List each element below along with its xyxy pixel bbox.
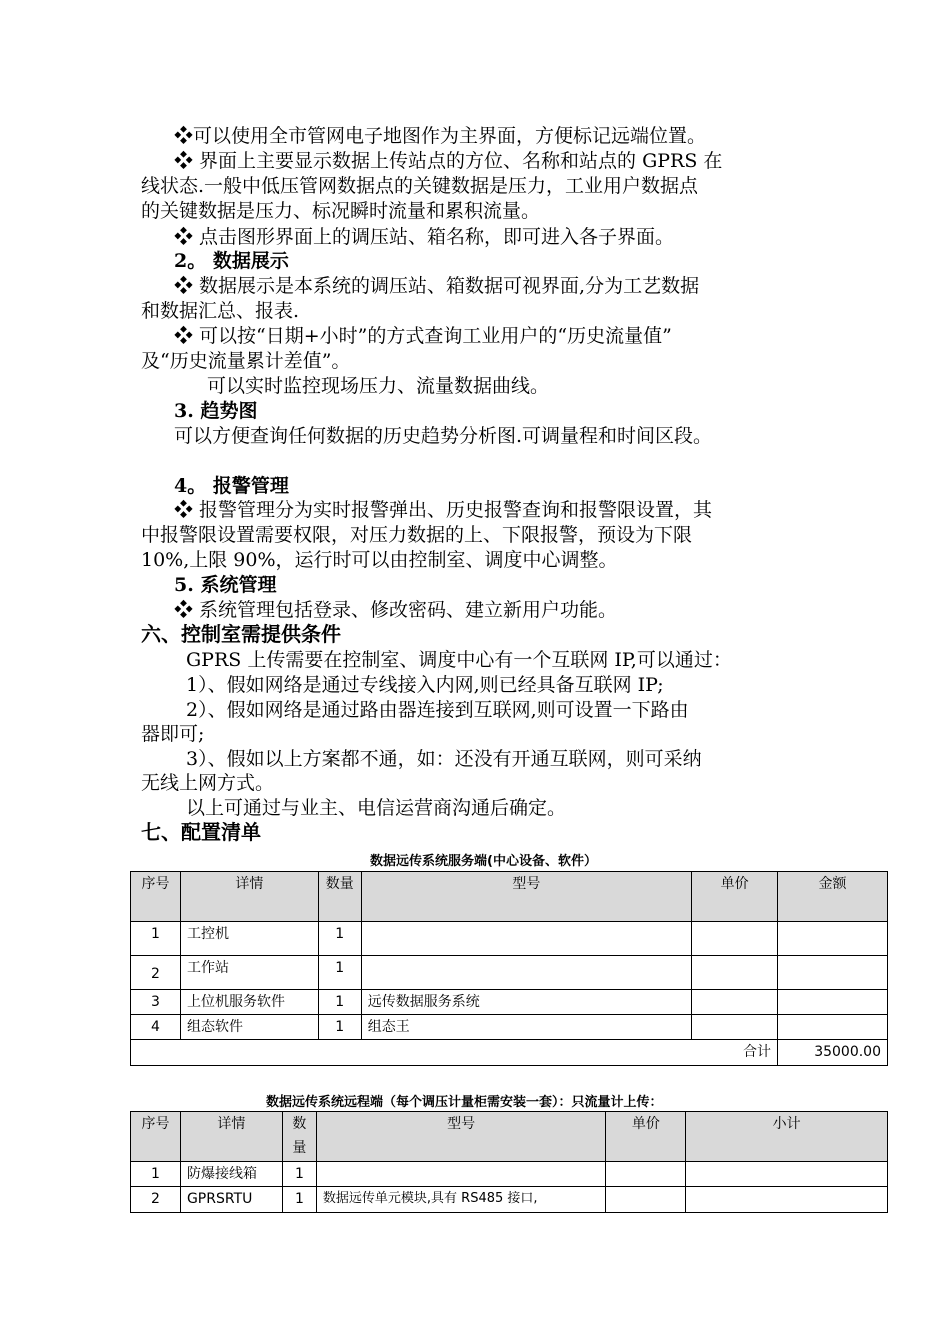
header-cell: 详情 <box>180 1112 282 1162</box>
table-cell: 上位机服务软件 <box>180 990 318 1015</box>
header-cell: 序号 <box>131 872 181 922</box>
total-label: 合计 <box>131 1040 778 1066</box>
table-cell: 1 <box>318 990 361 1015</box>
table-cell <box>778 956 888 990</box>
table-cell <box>778 1015 888 1040</box>
paragraph-line: 的关键数据是压力、标况瞬时流量和累积流量。 <box>141 200 541 222</box>
header-cell: 单价 <box>692 872 778 922</box>
header-cell: 型号 <box>316 1112 606 1162</box>
table-cell: 1 <box>282 1187 316 1213</box>
subsection-heading: 2。 数据展示 <box>174 250 289 272</box>
table-row <box>131 956 888 990</box>
paragraph-line: 线状态.一般中低压管网数据点的关键数据是压力，工业用户数据点 <box>141 175 699 197</box>
paragraph-line: 以上可通过与业主、电信运营商沟通后确定。 <box>186 797 567 819</box>
table-cell: 2 <box>131 956 181 990</box>
subsection-heading: 3. 趋势图 <box>174 400 258 422</box>
server-config-table <box>130 871 888 1066</box>
table-cell <box>361 956 691 990</box>
paragraph-line: 和数据汇总、报表. <box>141 300 300 322</box>
paragraph-line: ❖ 界面上主要显示数据上传站点的方位、名称和站点的 GPRS 在 <box>174 150 723 172</box>
total-row <box>131 1040 888 1066</box>
paragraph-line: ❖ 系统管理包括登录、修改密码、建立新用户功能。 <box>174 599 618 621</box>
remote-config-table <box>130 1111 888 1213</box>
paragraph-line: 无线上网方式。 <box>141 772 275 794</box>
paragraph-line: 2）、假如网络是通过路由器连接到互联网,则可设置一下路由 <box>186 699 689 721</box>
paragraph-line: 中报警限设置需要权限，对压力数据的上、下限报警，预设为下限 <box>141 524 693 546</box>
table-row <box>131 990 888 1015</box>
table-cell: 1 <box>318 1015 361 1040</box>
table-cell: 1 <box>318 956 361 990</box>
header-cell: 型号 <box>361 872 691 922</box>
table-cell: 1 <box>318 922 361 956</box>
table-cell <box>778 990 888 1015</box>
total-value: 35000.00 <box>778 1040 888 1066</box>
table-header-row <box>131 1112 888 1162</box>
table-cell <box>316 1162 606 1187</box>
paragraph-line: 10%,上限 90%，运行时可以由控制室、调度中心调整。 <box>141 549 618 571</box>
table-cell: 组态软件 <box>180 1015 318 1040</box>
table-cell <box>686 1187 888 1213</box>
subsection-heading: 4。 报警管理 <box>174 475 289 497</box>
table-cell <box>692 922 778 956</box>
table-cell: 3 <box>131 990 181 1015</box>
table-cell <box>692 1015 778 1040</box>
table-header-row <box>131 872 888 922</box>
table-cell: 1 <box>282 1162 316 1187</box>
header-cell: 详情 <box>180 872 318 922</box>
table-row <box>131 1187 888 1213</box>
paragraph-line: ❖ 报警管理分为实时报警弹出、历史报警查询和报警限设置，其 <box>174 499 713 521</box>
paragraph-line: ❖ 点击图形界面上的调压站、箱名称，即可进入各子界面。 <box>174 226 675 248</box>
header-cell: 数量 <box>318 872 361 922</box>
table-cell: 工作站 <box>180 956 318 990</box>
table-cell <box>778 922 888 956</box>
table-row <box>131 922 888 956</box>
table-row <box>131 1015 888 1040</box>
paragraph-line: 3）、假如以上方案都不通，如：还没有开通互联网，则可采纳 <box>186 748 702 770</box>
table-caption: 数据远传系统远程端（每个调压计量柜需安装一套）：只流量计上传： <box>266 1095 663 1110</box>
paragraph-line: 及“历史流量累计差值”。 <box>141 350 351 372</box>
table-row <box>131 1162 888 1187</box>
table-cell <box>606 1187 686 1213</box>
paragraph-line: ❖ 可以按“日期+小时”的方式查询工业用户的“历史流量值” <box>174 325 672 347</box>
paragraph-line: ❖ 数据展示是本系统的调压站、箱数据可视界面,分为工艺数据 <box>174 275 700 297</box>
subsection-heading: 5. 系统管理 <box>174 574 277 596</box>
table-cell: 防爆接线箱 <box>180 1162 282 1187</box>
header-cell: 单价 <box>606 1112 686 1162</box>
table-cell: 数据远传单元模块,具有 RS485 接口, <box>316 1187 606 1213</box>
table-cell <box>692 956 778 990</box>
section-heading: 六、控制室需提供条件 <box>141 622 341 646</box>
table-cell: 远传数据服务系统 <box>361 990 691 1015</box>
header-cell: 序号 <box>131 1112 181 1162</box>
table-cell <box>361 922 691 956</box>
table-cell <box>606 1162 686 1187</box>
paragraph-line: 可以实时监控现场压力、流量数据曲线。 <box>207 375 550 397</box>
section-heading: 七、配置清单 <box>141 820 261 844</box>
paragraph-line: 1）、假如网络是通过专线接入内网,则已经具备互联网 IP; <box>186 674 664 696</box>
table-cell: 4 <box>131 1015 181 1040</box>
paragraph-line: GPRS 上传需要在控制室、调度中心有一个互联网 IP,可以通过： <box>186 649 732 671</box>
header-cell: 数量 <box>282 1112 316 1162</box>
header-cell: 小计 <box>686 1112 888 1162</box>
table-cell: GPRSRTU <box>180 1187 282 1213</box>
paragraph-line: ❖可以使用全市管网电子地图作为主界面，方便标记远端位置。 <box>174 125 707 147</box>
table-cell: 工控机 <box>180 922 318 956</box>
table-caption: 数据远传系统服务端(中心设备、软件） <box>370 854 597 869</box>
header-cell: 金额 <box>778 872 888 922</box>
table-cell: 2 <box>131 1187 181 1213</box>
table-cell <box>692 990 778 1015</box>
table-cell: 1 <box>131 922 181 956</box>
paragraph-line: 器即可; <box>141 723 205 745</box>
table-cell: 1 <box>131 1162 181 1187</box>
table-cell: 组态王 <box>361 1015 691 1040</box>
table-cell <box>686 1162 888 1187</box>
paragraph-line: 可以方便查询任何数据的历史趋势分析图.可调量程和时间区段。 <box>174 425 713 447</box>
